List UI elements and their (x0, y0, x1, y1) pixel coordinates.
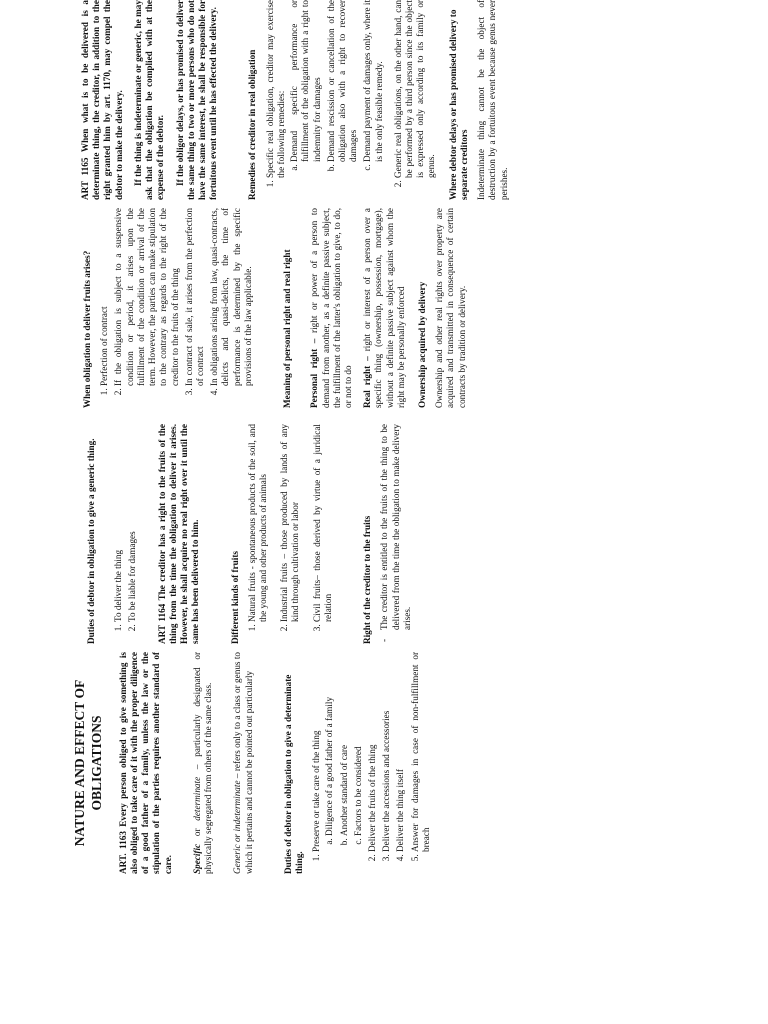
art-1164-paragraph: ART 1164 The creditor has a right to the fruits of the thing from the time the obligation to deliver it arises. However, he shall acquire no real right over it until the same has been delivered to him. (156, 424, 201, 644)
duties-determinate-heading: Duties of debtor in obligation to give a determinate thing. (282, 674, 304, 874)
specific-definition (192, 652, 214, 874)
list-item: 1. To deliver the thing (113, 424, 124, 622)
care-sublist (324, 652, 364, 852)
column-3 (72, 208, 476, 408)
list-item: 2. Deliver the fruits of the thing (367, 652, 378, 852)
generic-term: Generic or indeterminate (232, 780, 243, 874)
duties-generic-heading: Duties of debtor in obligation to give a generic thing. (86, 438, 96, 644)
list-item: - The creditor is entitled to the fruits of the thing to be delivered from the time the obligation to make delivery arises. (379, 424, 413, 630)
remedies-heading: Remedies of creditor in real obligation (247, 49, 258, 200)
delay-text: Indeterminate thing cannot be the object of destruction by a fortuitous event because genus never perishes. (476, 0, 509, 200)
duties-generic-list (113, 424, 138, 644)
list-item: 3. In contract of sale, it arises from the perfection of contract (184, 208, 206, 386)
generic-text: – refers only to a class or genus to which it pertains and cannot be pointed out particularly (232, 651, 254, 874)
list-item: 3. Deliver the accessions and accessories (381, 652, 392, 852)
column-4 (80, 0, 518, 200)
real-right-text: right or interest of a person over a specific thing (ownership, possession, mortgage), without a definite passive subject against whom the right may be personally enforced (362, 208, 406, 408)
list-item: c. Factors to be considered (353, 652, 364, 836)
duties-determinate-list (311, 652, 432, 874)
list-item: a. Diligence of a good father of a family (324, 652, 335, 836)
list-item: 1. Preserve or take care of the thing a. Diligence of a good father of a family b. Another standard of care c. Factors to be considered (311, 652, 364, 852)
specific-term: Specific (191, 843, 202, 874)
art-1163-label: ART. 1163 (117, 831, 128, 874)
real-right-term: Real right – (362, 356, 373, 408)
document-title: NATURE AND EFFECT OF OBLIGATIONS (72, 679, 104, 847)
list-item: b. Demand rescission or cancellation of the obligation also with a right to recover damages (326, 0, 360, 162)
list-item: 5. Answer for damages in case of non-fulfillment or breach (410, 652, 432, 852)
list-item: c. Demand payment of damages only, where it is the only feasible remedy. (362, 0, 384, 162)
list-item: a. Demand specific performance or fulfillment of the obligation with a right to indemnity for damages (289, 0, 323, 162)
list-item: 1. Specific real obligation, creditor may exercise the following remedies: a. Demand specific performance or fulfillment of the obligation with a right to indemnity for damages b. Demand rescission or cancellation of the obligation also with a right to recover damages c. Demand payment of damages only, where it is the only feasible remedy. (265, 0, 385, 178)
delay-heading: Where debtor delays or has promised delivery to separate creditors (447, 9, 469, 200)
list-item: 2. If the obligation is subject to a suspensive condition or period, it arises upon the fulfillment of the condition or arrival of the term. However, the parties can make stipulation to the contrary as regards to the right of the creditor to the fruits of the thing (113, 208, 180, 386)
column-2 (76, 424, 421, 644)
column-1 (72, 652, 440, 874)
remedies-sublist (289, 0, 385, 178)
list-item: 1. Natural fruits - spontaneous products of the soil, and the young and other products of animals (247, 424, 269, 622)
personal-right-paragraph (309, 208, 354, 408)
ownership-heading: Ownership acquired by delivery (417, 281, 428, 408)
when-arises-list (99, 208, 254, 408)
list-item: 2. Generic real obligations, on the other hand, can be performed by a third person since the object is expressed only according to its family or genus. (393, 0, 438, 178)
specific-or: or (191, 828, 202, 837)
generic-definition (232, 652, 254, 874)
art-1163-text: Every person obliged to give something is also obliged to take care of it with the proper diligence of a good father of a family, unless the law or the stipulation of the parties requires another standard of care. (117, 651, 173, 874)
list-item: 4. Deliver the thing itself (395, 652, 406, 852)
list-item: 4. In obligations arising from law, quasi-contracts, delicts and quasi-delicts, the time of performance is determined by the specific provisions of the law applicable. (209, 208, 254, 386)
list-item: 1. Perfection of contract (99, 208, 110, 386)
when-arises-heading: When obligation to deliver fruits arises? (82, 250, 92, 408)
list-item: 3. Civil fruits– those derived by virtue of a juridical relation (312, 424, 334, 622)
remedies-list (265, 0, 438, 200)
personal-right-term: Personal right – (309, 338, 320, 408)
real-right-paragraph (362, 208, 407, 408)
art-1165-paragraph: ART 1165 When what is to be delivered is a determinate thing, the creditor, in addition to the right granted him by art. 1170, may compel the debtor to make the delivery. (80, 0, 124, 200)
meaning-heading: Meaning of personal right and real right (282, 249, 293, 408)
list-item: 2. To be liable for damages (127, 424, 138, 622)
right-of-creditor-heading: Right of the creditor to the fruits (362, 515, 373, 644)
list-item: b. Another standard of care (339, 652, 350, 836)
art-1165-indeterminate: If the thing is indeterminate or generic, he may ask that the obligation be complied with at the expense of the debtor. (132, 0, 166, 200)
determinate-term: determinate (191, 776, 202, 821)
kinds-of-fruits-list (247, 424, 334, 644)
art-1165-delay: If the obligor delays, or has promised to deliver the same thing to two or more persons who do not have the same interest, he shall be responsible for fortuitous event until he has effected the delivery. (174, 0, 219, 200)
personal-right-text: right or power of a person to demand from another, as a definite passive subject, the fulfillment of the latter's obligation to give, to do, or not to do (309, 208, 353, 408)
art-1163-paragraph (118, 652, 174, 874)
specific-text: – particularly designated or physically segregated from others of the same class. (191, 651, 214, 874)
kinds-of-fruits-heading: Different kinds of fruits (229, 551, 240, 644)
ownership-text: Ownership and other real rights over property are acquired and transmitted in consequence of certain contracts by tradition or delivery. (434, 208, 467, 408)
list-item: 2. Industrial fruits – those produced by lands of any kind through cultivation or labor (279, 424, 301, 622)
right-of-creditor-list (379, 424, 413, 644)
